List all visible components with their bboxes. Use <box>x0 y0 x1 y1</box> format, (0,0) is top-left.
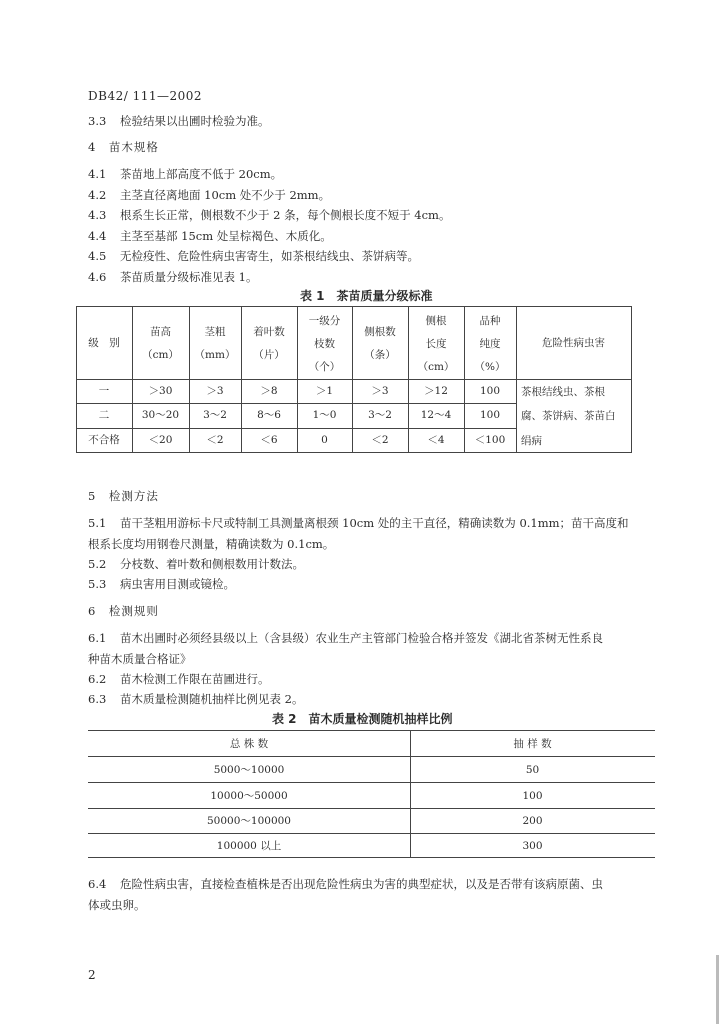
clause-text: 主茎至基部 15cm 处呈棕褐色、木质化。 <box>120 229 332 243</box>
table1-cell: 3～2 <box>203 409 227 421</box>
table1-header-roots-unit: （条） <box>364 349 396 361</box>
table1-cell: 1～0 <box>312 409 337 421</box>
table1-header-height-unit: （cm） <box>142 349 179 361</box>
section-5-title: 5 检测方法 <box>88 489 159 503</box>
table1-cell: ＜2 <box>371 434 389 446</box>
table2-cell: 5000～10000 <box>213 764 285 776</box>
table1-rule-header <box>76 379 632 380</box>
clause-5-1-line2: 根系长度均用钢卷尺测量，精确读数为 0.1cm。 <box>88 537 335 551</box>
clause-6-2 <box>88 672 270 686</box>
table1-pests-line: 绢病 <box>521 435 542 447</box>
clause-number: 3.3 <box>88 114 107 128</box>
table1-rule-v <box>516 306 517 452</box>
clause-text: 苗木质量检测随机抽样比例见表 2。 <box>120 692 304 706</box>
clause-5-1-line1 <box>88 516 629 530</box>
table1-header-stem: 茎粗 <box>204 326 226 338</box>
clause-text: 茶苗地上部高度不低于 20cm。 <box>120 167 283 181</box>
table1-cell: 3～2 <box>368 409 392 421</box>
clause-6-3 <box>88 692 303 706</box>
table1-header-branches-2: 枝数 <box>314 338 335 350</box>
table1-cell: ＞12 <box>424 385 448 397</box>
clause-number: 4.5 <box>88 249 107 263</box>
table1-cell: ＜6 <box>260 434 278 446</box>
table2-cell: 300 <box>522 840 543 852</box>
clause-text: 主茎直径离地面 10cm 处不少于 2mm。 <box>120 188 331 202</box>
table1-cell: 100 <box>479 385 501 397</box>
clause-text: 检验结果以出圃时检验为准。 <box>120 114 270 128</box>
table1-cell: ＞30 <box>148 385 173 397</box>
table1-header-branches-unit: （个） <box>308 361 341 373</box>
table1-rule-row1 <box>76 403 516 404</box>
table1-cell: ＜4 <box>427 434 445 446</box>
page-number: 2 <box>88 968 96 982</box>
scan-edge-mark <box>716 955 719 1024</box>
clause-number: 4.1 <box>88 167 107 181</box>
clause-6-1-line1 <box>88 631 603 645</box>
table1-pests-line: 茶根结线虫、茶根 <box>521 386 605 398</box>
clause-number: 4.4 <box>88 229 107 243</box>
document-code: DB42/ 111—2002 <box>88 89 203 103</box>
table1-header-rootlen-unit: （cm） <box>417 361 455 373</box>
clause-number: 6.4 <box>88 877 107 891</box>
table1-rule-bottom <box>76 452 632 453</box>
table2-cell: 50 <box>525 764 540 776</box>
clause-4-1 <box>88 167 282 181</box>
table1-rule-row2 <box>76 428 516 429</box>
table1-header-height: 苗高 <box>150 326 171 338</box>
table1-rule-v <box>76 306 77 452</box>
table2-rule-header <box>88 756 655 757</box>
table1-cell: 100 <box>479 409 501 421</box>
table1-cell: 8～6 <box>257 409 281 421</box>
clause-6-4-line2: 体或虫卵。 <box>88 898 146 912</box>
clause-text: 根系生长正常，侧根数不少于 2 条，每个侧根长度不短于 4cm。 <box>120 208 451 222</box>
table1-cell: ＞8 <box>260 385 278 397</box>
table1-cell: 二 <box>98 409 110 421</box>
table2-rule-row <box>88 833 655 834</box>
table1-cell: ＞1 <box>315 385 334 397</box>
clause-4-3 <box>88 208 450 222</box>
clause-number: 5.3 <box>88 577 107 591</box>
clause-text: 茶苗质量分级标准见表 1。 <box>120 270 258 284</box>
table1-cell: ＜2 <box>206 434 224 446</box>
clause-4-4 <box>88 229 332 243</box>
clause-text: 分枝数、着叶数和侧根数用计数法。 <box>120 557 304 571</box>
clause-6-4-line1 <box>88 877 603 891</box>
clause-number: 5.1 <box>88 516 107 530</box>
table1-pests-line: 腐、茶饼病、茶苗白 <box>521 410 616 422</box>
table1-header-leaves: 着叶数 <box>253 326 285 338</box>
section-4-title: 4 苗木规格 <box>88 140 159 154</box>
table2-rule-row <box>88 808 655 809</box>
table2-cell: 100 <box>522 790 543 802</box>
table1-header-purity: 品种 <box>479 315 501 327</box>
table1-header-stem-unit: （mm） <box>194 349 236 361</box>
clause-number: 5.2 <box>88 557 107 571</box>
table2-cell: 50000～100000 <box>207 815 291 827</box>
clause-4-6 <box>88 270 257 284</box>
table1-cell: ＜20 <box>148 434 173 446</box>
clause-number: 4.3 <box>88 208 107 222</box>
table1-rule-top <box>76 306 632 307</box>
table2-rule-bottom <box>88 857 655 858</box>
table1-header-purity-2: 纯度 <box>479 338 501 350</box>
clause-3-3 <box>88 114 270 128</box>
clause-text: 病虫害用目测或镜检。 <box>120 577 235 591</box>
clause-number: 6.1 <box>88 631 107 645</box>
clause-6-1-line2: 种苗木质量合格证》 <box>88 652 192 666</box>
table1-header-pests: 危险性病虫害 <box>542 337 605 349</box>
section-6-title: 6 检测规则 <box>88 604 159 618</box>
table2-caption: 表 2 苗木质量检测随机抽样比例 <box>272 712 453 726</box>
clause-text: 苗木出圃时必须经县级以上（含县级）农业生产主管部门检验合格并签发《湖北省茶树无性系良 <box>120 631 603 645</box>
table1-header-grade: 级 别 <box>88 337 120 349</box>
clause-5-3 <box>88 577 235 591</box>
table1-header-rootlen: 侧根 <box>425 315 447 327</box>
table1-cell: ＞3 <box>371 385 389 397</box>
table1-cell: 30～20 <box>141 409 180 421</box>
table1-header-roots: 侧根数 <box>364 326 396 338</box>
table1-cell: 不合格 <box>88 434 120 446</box>
table2-cell: 100000 以上 <box>216 840 282 852</box>
table1-rule-v <box>631 306 632 452</box>
table1-header-branches: 一级分 <box>308 315 341 327</box>
table2-header-sample: 抽 样 数 <box>513 738 552 750</box>
clause-number: 6.2 <box>88 672 107 686</box>
clause-text: 苗木检测工作限在苗圃进行。 <box>120 672 270 686</box>
table1-caption: 表 1 茶苗质量分级标准 <box>300 289 433 303</box>
table1-cell: ＜100 <box>474 434 506 446</box>
table2-cell: 200 <box>522 815 543 827</box>
table1-cell: 0 <box>321 434 328 446</box>
table2-header-total: 总 株 数 <box>229 738 269 750</box>
clause-number: 4.2 <box>88 188 107 202</box>
table2-rule-row <box>88 782 655 783</box>
table1-header-purity-unit: （%） <box>474 361 506 373</box>
clause-text: 苗干茎粗用游标卡尺或特制工具测量离根颈 10cm 处的主干直径，精确读数为 0.1mm；苗干高度和 <box>120 516 629 530</box>
clause-number: 4.6 <box>88 270 107 284</box>
table2-rule-top <box>88 730 655 731</box>
table1-cell: ＞3 <box>206 385 224 397</box>
table1-header-leaves-unit: （片） <box>253 349 285 361</box>
clause-text: 危险性病虫害，直接检查植株是否出现危险性病虫为害的典型症状，以及是否带有该病原菌、虫 <box>120 877 603 891</box>
clause-text: 无检疫性、危险性病虫害寄生，如茶根结线虫、茶饼病等。 <box>120 249 419 263</box>
table1-cell: 一 <box>98 385 110 397</box>
table2-cell: 10000～50000 <box>210 790 288 802</box>
clause-4-2 <box>88 188 330 202</box>
clause-4-5 <box>88 249 419 263</box>
table1-header-rootlen-2: 长度 <box>425 338 447 350</box>
table1-cell: 12～4 <box>420 409 452 421</box>
clause-5-2 <box>88 557 304 571</box>
clause-number: 6.3 <box>88 692 107 706</box>
